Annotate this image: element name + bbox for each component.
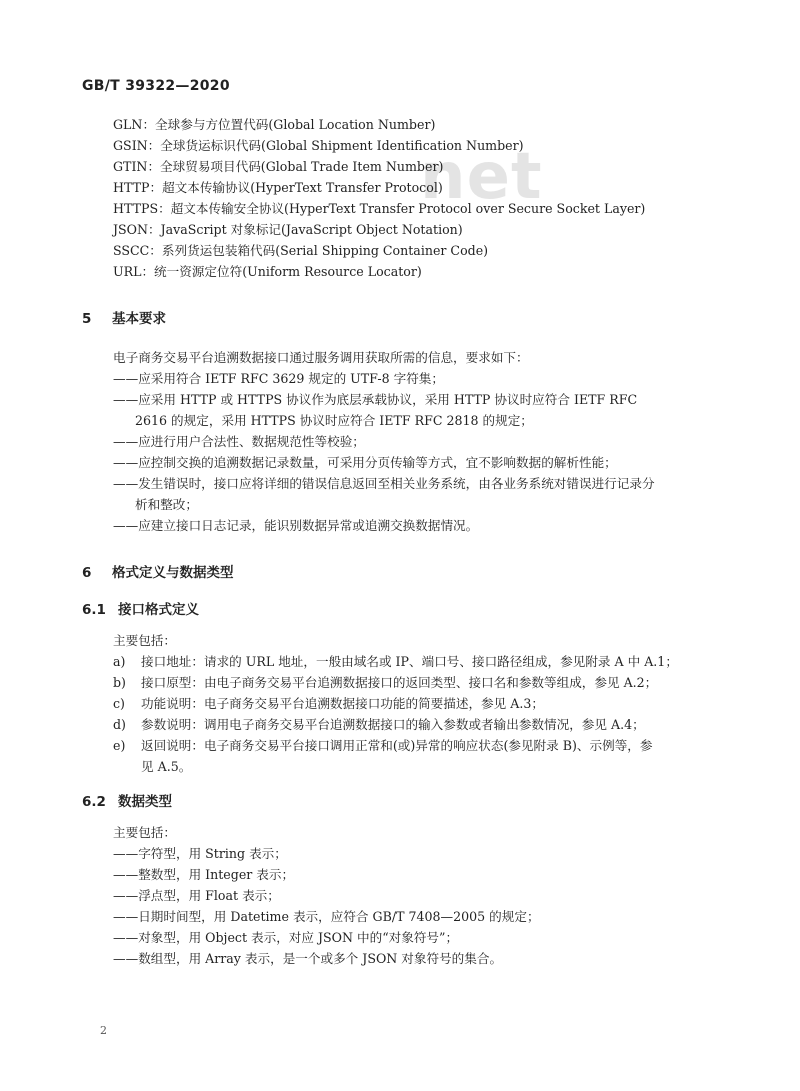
requirement-item: ——应建立接口日志记录，能识别数据异常或追溯交换数据情况。 (113, 518, 479, 533)
list-item: 返回说明：电子商务交易平台接口调用正常和(或)异常的响应状态(参见附录 B)、示例等，参 (141, 738, 653, 753)
subsection-title: 数据类型 (118, 794, 172, 810)
section-6-2-heading (82, 790, 172, 810)
data-type-item: ——数组型，用 Array 表示，是一个或多个 JSON 对象符号的集合。 (113, 951, 503, 966)
requirement-item: ——应控制交换的追溯数据记录数量，可采用分页传输等方式，宜不影响数据的解析性能； (113, 455, 617, 470)
section-5-heading (82, 307, 166, 327)
section-6-heading (82, 561, 234, 581)
watermark: net (420, 140, 543, 214)
section-title: 格式定义与数据类型 (112, 565, 234, 581)
list-item-continuation: 见 A.5。 (141, 759, 192, 774)
section-number: 6 (82, 565, 92, 581)
abbreviation-url: URL：统一资源定位符(Uniform Resource Locator) (113, 264, 422, 279)
list-item: 功能说明：电子商务交易平台追溯数据接口功能的简要描述，参见 A.3； (141, 696, 544, 711)
data-type-item: ——整数型，用 Integer 表示； (113, 867, 295, 882)
section-number: 5 (82, 311, 92, 327)
list-label: a) (113, 654, 126, 669)
page-number: 2 (100, 1024, 107, 1037)
section-6-2-intro: 主要包括： (113, 825, 176, 840)
abbreviation-sscc: SSCC：系列货运包装箱代码(Serial Shipping Container Code) (113, 243, 489, 258)
requirement-item: ——应进行用户合法性、数据规范性等校验； (113, 434, 365, 449)
list-label: c) (113, 696, 125, 711)
subsection-number: 6.1 (82, 602, 106, 618)
section-6-1-intro: 主要包括： (113, 633, 176, 648)
list-label: d) (113, 717, 126, 732)
abbreviation-json: JSON：JavaScript 对象标记(JavaScript Object Notation) (113, 222, 463, 237)
data-type-item: ——对象型，用 Object 表示，对应 JSON 中的“对象符号”； (113, 930, 459, 945)
standard-code: GB/T 39322—2020 (82, 78, 230, 94)
list-label: e) (113, 738, 126, 753)
requirement-item: ——发生错误时，接口应将详细的错误信息返回至相关业务系统，由各业务系统对错误进行记录分 (113, 476, 655, 491)
subsection-title: 接口格式定义 (118, 602, 199, 618)
section-6-1-heading (82, 598, 199, 618)
data-type-item: ——浮点型，用 Float 表示； (113, 888, 280, 903)
section-title: 基本要求 (112, 311, 166, 327)
list-item: 接口原型：由电子商务交易平台追溯数据接口的返回类型、接口名和参数等组成，参见 A.2； (141, 675, 658, 690)
abbreviation-gsin: GSIN：全球货运标识代码(Global Shipment Identification Number) (113, 138, 524, 153)
section-5-intro: 电子商务交易平台追溯数据接口通过服务调用获取所需的信息，要求如下： (113, 350, 529, 365)
abbreviation-gln: GLN：全球参与方位置代码(Global Location Number) (113, 117, 436, 132)
requirement-item: ——应采用符合 IETF RFC 3629 规定的 UTF-8 字符集； (113, 371, 444, 386)
abbreviation-https: HTTPS：超文本传输安全协议(HyperText Transfer Protocol over Secure Socket Layer) (113, 201, 646, 216)
data-type-item: ——字符型，用 String 表示； (113, 846, 287, 861)
list-item: 接口地址：请求的 URL 地址，一般由域名或 IP、端口号、接口路径组成，参见附录 A 中 A.1； (141, 654, 678, 669)
list-item: 参数说明：调用电子商务交易平台追溯数据接口的输入参数或者输出参数情况，参见 A.4； (141, 717, 645, 732)
abbreviation-http: HTTP：超文本传输协议(HyperText Transfer Protocol) (113, 180, 443, 195)
requirement-item-continuation: 析和整改； (135, 497, 198, 512)
subsection-number: 6.2 (82, 794, 106, 810)
requirement-item: ——应采用 HTTP 或 HTTPS 协议作为底层承载协议，采用 HTTP 协议时应符合 IETF RFC (113, 392, 638, 407)
abbreviation-gtin: GTIN：全球贸易项目代码(Global Trade Item Number) (113, 159, 444, 174)
list-label: b) (113, 675, 126, 690)
requirement-item-continuation: 2616 的规定，采用 HTTPS 协议时应符合 IETF RFC 2818 的规定； (135, 413, 533, 428)
data-type-item: ——日期时间型，用 Datetime 表示，应符合 GB/T 7408—2005 的规定； (113, 909, 540, 924)
